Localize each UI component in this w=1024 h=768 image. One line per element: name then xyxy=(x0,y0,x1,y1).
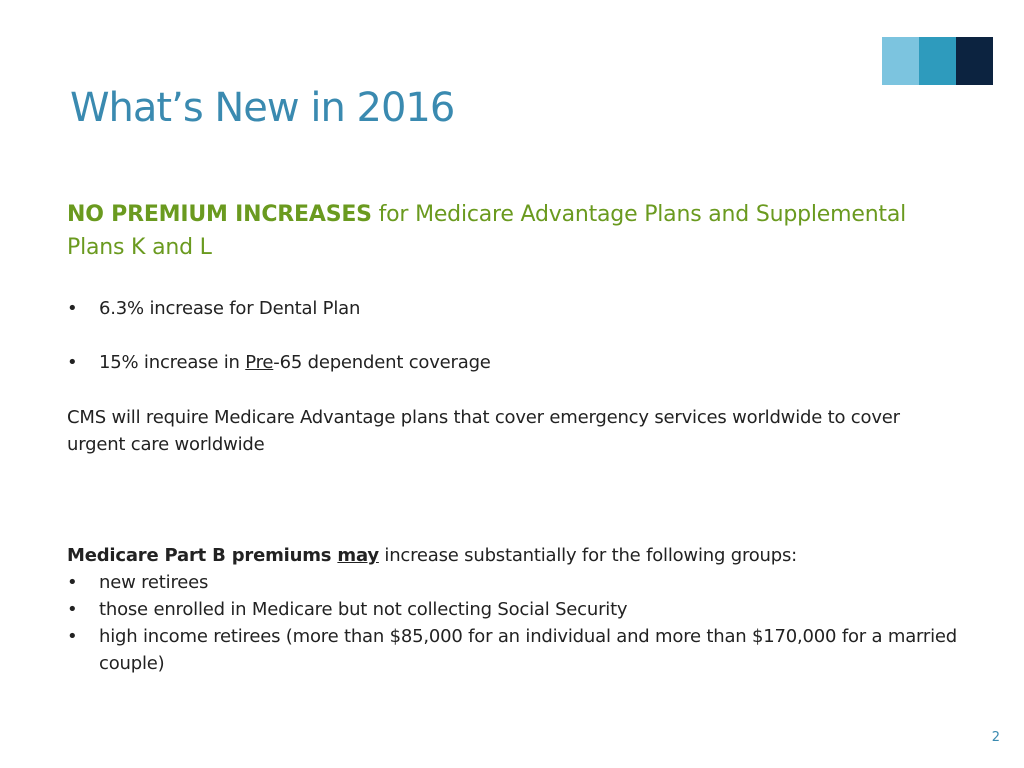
bullet-pre65-before: 15% increase in xyxy=(99,352,246,373)
list-item-text: those enrolled in Medicare but not collecting Social Security xyxy=(99,599,628,620)
list-item xyxy=(67,569,967,596)
part-b-bullets xyxy=(67,569,967,677)
part-b-bold: Medicare Part B premiums xyxy=(67,545,338,566)
list-item xyxy=(67,623,967,677)
bullet-dental-text: 6.3% increase for Dental Plan xyxy=(99,298,361,319)
accent-square-light xyxy=(882,37,919,85)
list-item xyxy=(67,596,967,623)
list-item-text: new retirees xyxy=(99,572,209,593)
part-b-may: may xyxy=(337,545,379,566)
cms-paragraph: CMS will require Medicare Advantage plans that cover emergency services worldwide to cover urgent care worldwide xyxy=(67,407,900,455)
part-b-intro xyxy=(67,542,967,569)
part-b-rest: increase substantially for the following groups: xyxy=(378,545,798,566)
accent-squares xyxy=(882,37,993,85)
bullet-pre65 xyxy=(67,349,967,376)
headline xyxy=(67,198,947,264)
headline-bold: NO PREMIUM INCREASES xyxy=(67,202,372,227)
bullet-marker: • xyxy=(67,599,78,620)
bullet-marker: • xyxy=(67,352,78,373)
bullet-pre65-after: -65 dependent coverage xyxy=(273,352,491,373)
slide-title: What’s New in 2016 xyxy=(70,85,455,131)
page-number: 2 xyxy=(991,730,1000,745)
accent-square-medium xyxy=(919,37,956,85)
accent-square-dark xyxy=(956,37,993,85)
list-item-text: high income retirees (more than $85,000 for an individual and more than $170,000 for a married couple) xyxy=(99,626,958,674)
bullet-marker: • xyxy=(67,298,78,319)
bullet-dental xyxy=(67,295,967,322)
part-b-section xyxy=(67,542,967,677)
bullet-pre65-underlined: Pre xyxy=(245,352,274,373)
bullet-marker: • xyxy=(67,626,78,647)
headline-rest: for Medicare Advantage Plans and Supplemental Plans K and L xyxy=(67,202,907,260)
bullet-marker: • xyxy=(67,572,78,593)
